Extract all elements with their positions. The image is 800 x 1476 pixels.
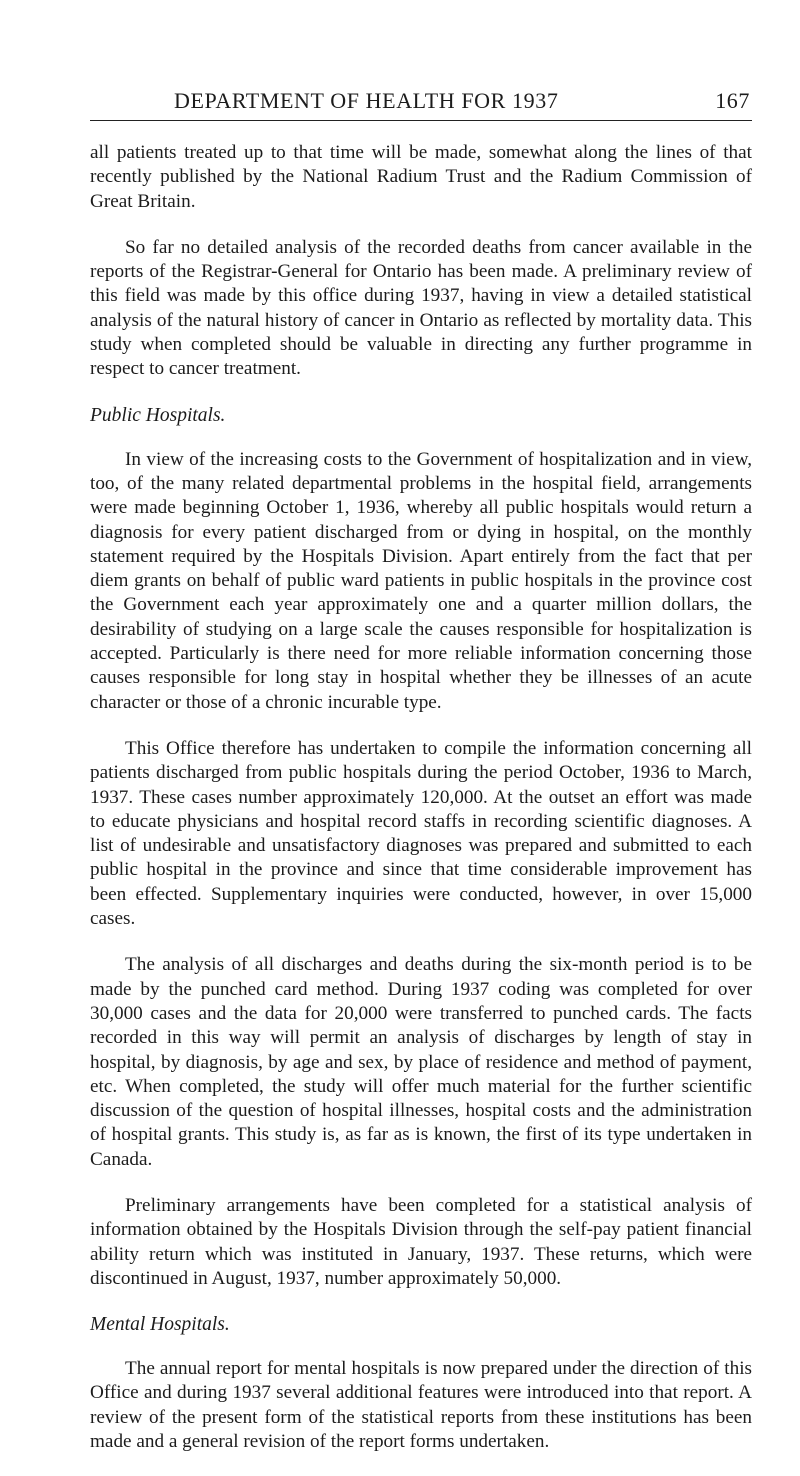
paragraph-mental-hospitals-report: The annual report for mental hospitals is now prepared under the direction of this Office and during 1937 several additional features were introduced into that report. A review of the present form of the statistical reports from these institutions has been made and a general revision of the report forms undertaken.: [90, 1358, 752, 1453]
page-number: 167: [715, 88, 750, 113]
paragraph-self-pay-returns: Preliminary arrangements have been completed for a statistical analysis of information obtained by the Hospitals Division through the self-pay patient financial ability return which was instituted in January, 1937. These returns, which were discontinued in August, 1937, number approximately 50,000.: [90, 1194, 752, 1289]
section-heading-mental-hospitals: Mental Hospitals.: [90, 1314, 230, 1336]
running-header: [90, 88, 752, 121]
paragraph-discharges-compilation: This Office therefore has undertaken to compile the information concerning all patients discharged from public hospitals during the period October, 1936 to March, 1937. These cases number approximately 120,000. At the outset an effort was made to educate physicians and hospital record staffs in recording scientific diagnoses. A list of undesirable and unsatisfactory diagnoses was prepared and submitted to each public hospital in the province and since that time considerable improvement has been effected. Supplementary inquiries were conducted, however, in over 15,000 cases.: [90, 737, 752, 930]
body-text: [90, 141, 752, 1476]
paragraph-cancer-continuation: all patients treated up to that time will be made, somewhat along the lines of that recently published by the National Radium Trust and the Radium Commission of Great Britain.: [90, 142, 752, 212]
paragraph-cancer-mortality: So far no detailed analysis of the recorded deaths from cancer available in the reports of the Registrar-General for Ontario has been made. A preliminary review of this field was made by this office during 1937, having in view a detailed statistical analysis of the natural history of cancer in Ontario as reflected by mortality data. This study when completed should be valuable in directing any further programme in respect to cancer treatment.: [90, 236, 752, 380]
paragraph-public-hospitals-costs: In view of the increasing costs to the Government of hospitalization and in view, too, of the many related departmental problems in the hospital field, arrangements were made beginning October 1, 1936, whereby all public hospitals would return a diagnosis for every patient discharged from or dying in hospital, on the monthly statement required by the Hospitals Division. Apart entirely from the fact that per diem grants on behalf of public ward patients in public hospitals in the province cost the Government each year approximately one and a quarter million dollars, the desirability of studying on a large scale the causes responsible for hospitalization is accepted. Particularly is there need for more reliable information concerning those causes responsible for long stay in hospital whether they be illnesses of an acute character or those of a chronic incurable type.: [90, 448, 752, 713]
section-heading-public-hospitals: Public Hospitals.: [90, 404, 226, 426]
paragraph-punched-card-analysis: The analysis of all discharges and deaths during the six-month period is to be made by the punched card method. During 1937 coding was completed for over 30,000 cases and the data for 20,000 were transferred to punched cards. The facts recorded in this way will permit an analysis of discharges by length of stay in hospital, by diagnosis, by age and sex, by place of residence and method of payment, etc. When completed, the study will offer much material for the further scientific discussion of the question of hospital illnesses, hospital costs and the administration of hospital grants. This study is, as far as is known, the first of its type undertaken in Canada.: [90, 954, 752, 1170]
header-title: DEPARTMENT OF HEALTH FOR 1937: [174, 88, 559, 113]
